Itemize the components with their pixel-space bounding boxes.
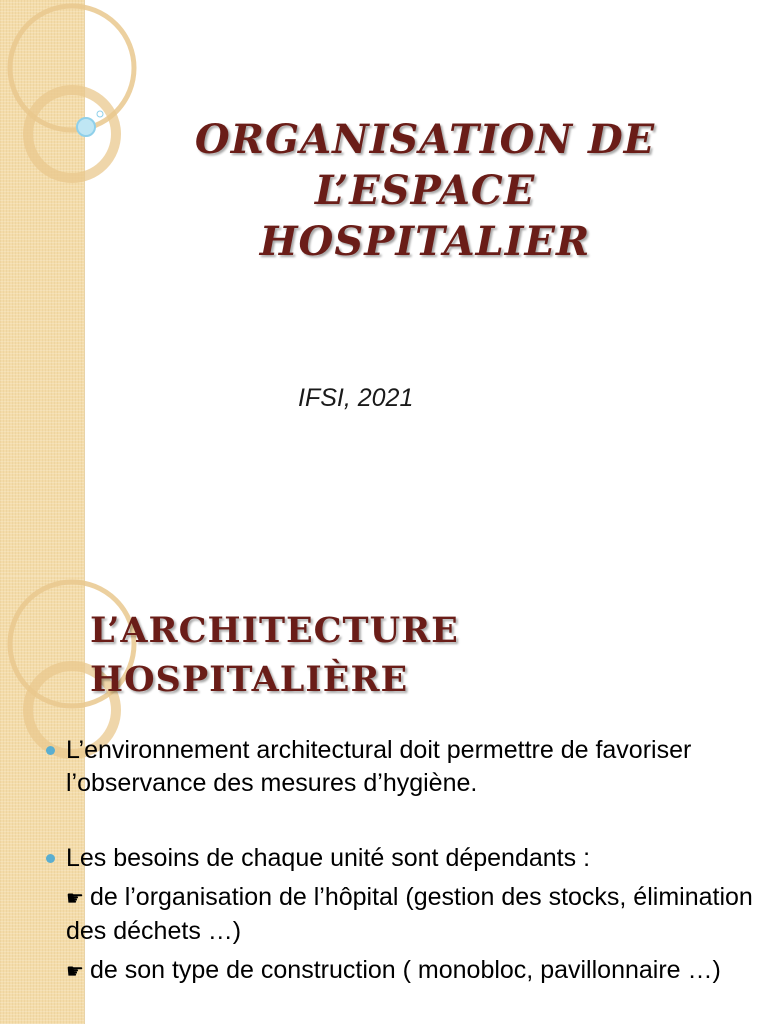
ring-small [28, 90, 116, 178]
pointing-hand-icon: ☛ [66, 959, 84, 983]
bubble-dot-large [77, 118, 95, 136]
bullet-item [44, 842, 764, 988]
bullet-item [44, 734, 764, 800]
bullet-list [44, 734, 764, 988]
title-line-1: ORGANISATION DE [194, 116, 656, 163]
title-line-3: HOSPITALIER [259, 218, 591, 265]
ring-decoration [0, 0, 140, 576]
bullet-text: L’environnement architectural doit permettre de favoriser l’observance des mesures d’hygiène. [66, 736, 692, 797]
sub-item [66, 954, 764, 988]
sub-item-text: de son type de construction ( monobloc, pavillonnaire …) [89, 956, 721, 984]
slide-subtitle: IFSI, 2021 [298, 384, 414, 412]
pointing-hand-icon: ☛ [66, 886, 84, 910]
title-line-2: HOSPITALIÈRE [90, 659, 409, 700]
sub-item [66, 881, 764, 948]
title-line-1: L’ARCHITECTURE [90, 610, 459, 651]
slide-title [150, 114, 700, 267]
title-line-2: L’ESPACE [314, 167, 536, 214]
sub-item-text: de l’organisation de l’hôpital (gestion des stocks, élimination des déchets …) [66, 883, 753, 945]
bubble-dot-small [97, 111, 103, 117]
bullet-text: Les besoins de chaque unité sont dépendants : [66, 844, 591, 872]
slide-title [90, 606, 650, 704]
